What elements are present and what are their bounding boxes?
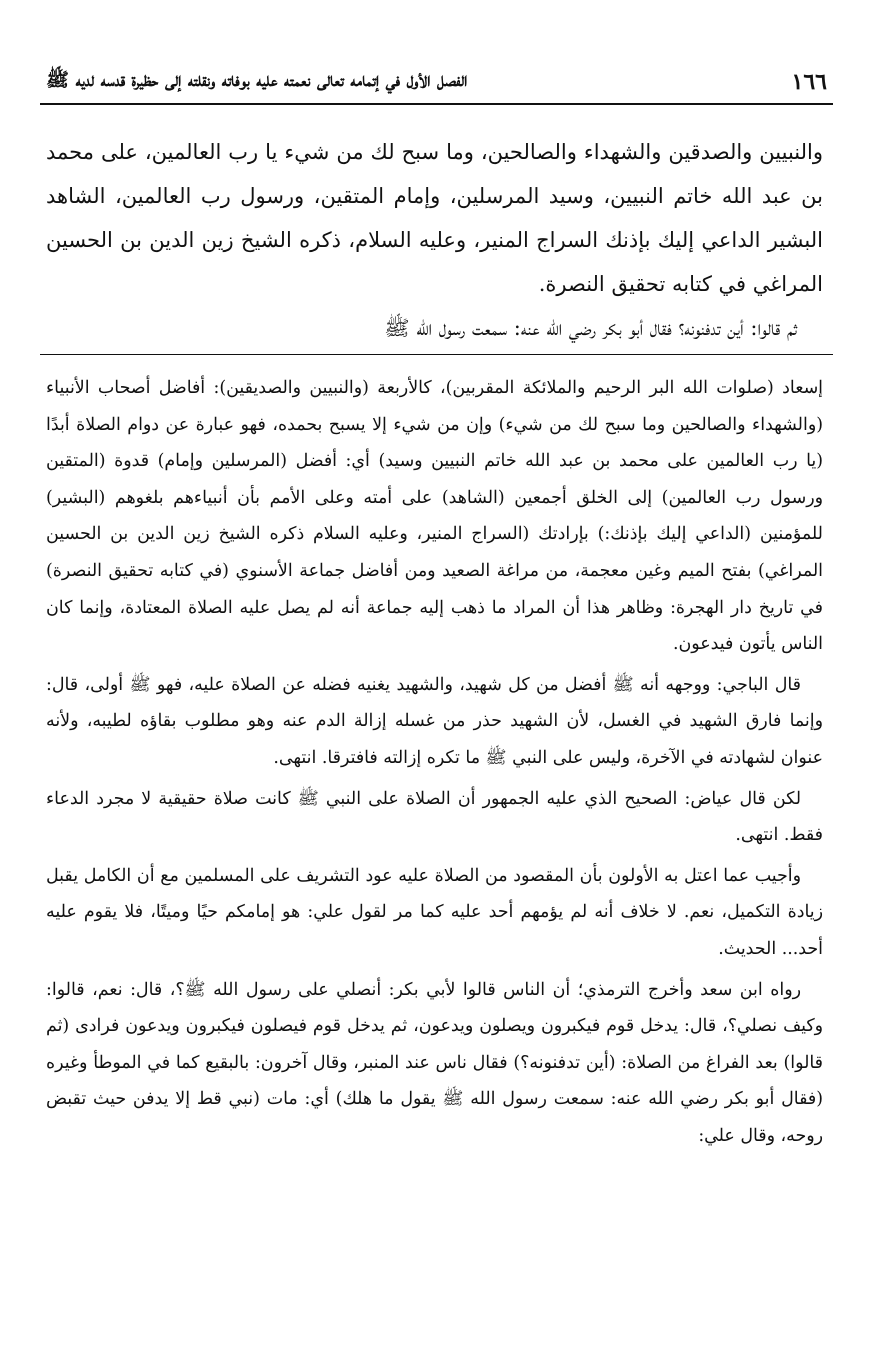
main-paragraph: ثم قالوا: أين تدفنونه؟ فقال أبو بكر رضي الله عنه: سمعت رسول الله ﷺ <box>384 316 797 340</box>
main-paragraph: والنبيين والصدقين والشهداء والصالحين، وما سبح لك من شيء يا رب العالمين، على محمد بن عبد الله خاتم النبيين، وسيد المرسلين، وإمام المتقين، ورسول رب العالمين، الشاهد البشير الداعي إليك بإذنك السراج المنير، وعليه السلام، ذكره الشيخ زين الدين بن الحسين المراغي في كتابه تحقيق النصرة. <box>46 140 823 296</box>
page-number: ١٦٦ <box>791 69 827 95</box>
running-title: الفصل الأول في إتمامه تعالى نعمته عليه بوفاته ونقلته إلى حظيرة قدسه لديه ﷺ <box>46 69 468 91</box>
header-rule <box>40 103 833 105</box>
commentary-paragraph: قال الباجي: ووجهه أنه ﷺ أفضل من كل شهيد، والشهيد يغنيه فضله عن الصلاة عليه، فهو ﷺ أولى، قال: وإنما فارق الشهيد في الغسل، لأن الشهيد حذر من غسله إزالة الدم عنه وهو مطلوب بقاؤه لطيبه، ولأنه عنوان لشهادته في الآخرة، وليس على النبي ﷺ ما تكره إزالته فافترقا. انتهى. <box>46 674 823 768</box>
commentary-paragraph: رواه ابن سعد وأخرج الترمذي؛ أن الناس قالوا لأبي بكر: أنصلي على رسول الله ﷺ؟، قال: نعم، قالوا: وكيف نصلي؟، قال: يدخل قوم فيكبرون ويصلون ويدعون، ثم يدخل قوم فيصلون فيكبرون ويدعون فرادى (ثم قالوا) بعد الفراغ من الصلاة: (أين تدفنونه؟) فقال ناس عند المنبر، وقال آخرون: بالبقيع كما في الموطأ وغيره (فقال أبو بكر رضي الله عنه: سمعت رسول الله ﷺ يقول ما هلك) أي: مات (نبي قط إلا يدفن حيث تقبض روحه، وقال علي: <box>46 979 823 1146</box>
main-text <box>46 130 823 350</box>
footnote-divider <box>40 354 833 355</box>
commentary-paragraph: إسعاد (صلوات الله البر الرحيم والملائكة المقربين)، كالأربعة (والنبيين والصديقين): أفاضل أصحاب الأنبياء (والشهداء والصالحين وما سبح لك من شيء) وإن من شيء إلا يسبح بحمده، فهو عبارة عن دوام الصلاة أبدًا (يا رب العالمين على محمد بن عبد الله خاتم النبيين وسيد) أي: أفضل (المرسلين وإمام) قدوة (المتقين ورسول رب العالمين) إلى الخلق أجمعين (الشاهد) على أمته وعلى الأمم بأن أنبياءهم بلغوهم (البشير) للمؤمنين (الداعي إليك بإذنك:) بإرادتك (السراج المنير، وعليه السلام ذكره الشيخ زين الدين بن الحسين المراغي) بفتح الميم وغين معجمة، من مراغة الصعيد ومن أفاضل جماعة الأسنوي (في كتابه تحقيق النصرة) في تاريخ دار الهجرة: وظاهر هذا أن المراد ما ذهب إليه جماعة أنه لم يصل عليه الصلاة المعتادة، وإنما كان الناس يأتون فيدعون. <box>46 378 823 655</box>
page-header <box>46 64 827 100</box>
commentary-text <box>46 370 823 1158</box>
commentary-paragraph: وأجيب عما اعتل به الأولون بأن المقصود من الصلاة عليه عود التشريف على المسلمين مع أن الكامل يقبل زيادة التكميل، نعم. لا خلاف أنه لم يؤمهم أحد عليه كما مر لقول علي: هو إمامكم حيًا وميتًا، فلا يقوم عليه أحد... الحديث. <box>46 865 823 959</box>
commentary-paragraph: لكن قال عياض: الصحيح الذي عليه الجمهور أن الصلاة على النبي ﷺ كانت صلاة حقيقية لا مجرد الدعاء فقط. انتهى. <box>46 788 823 846</box>
